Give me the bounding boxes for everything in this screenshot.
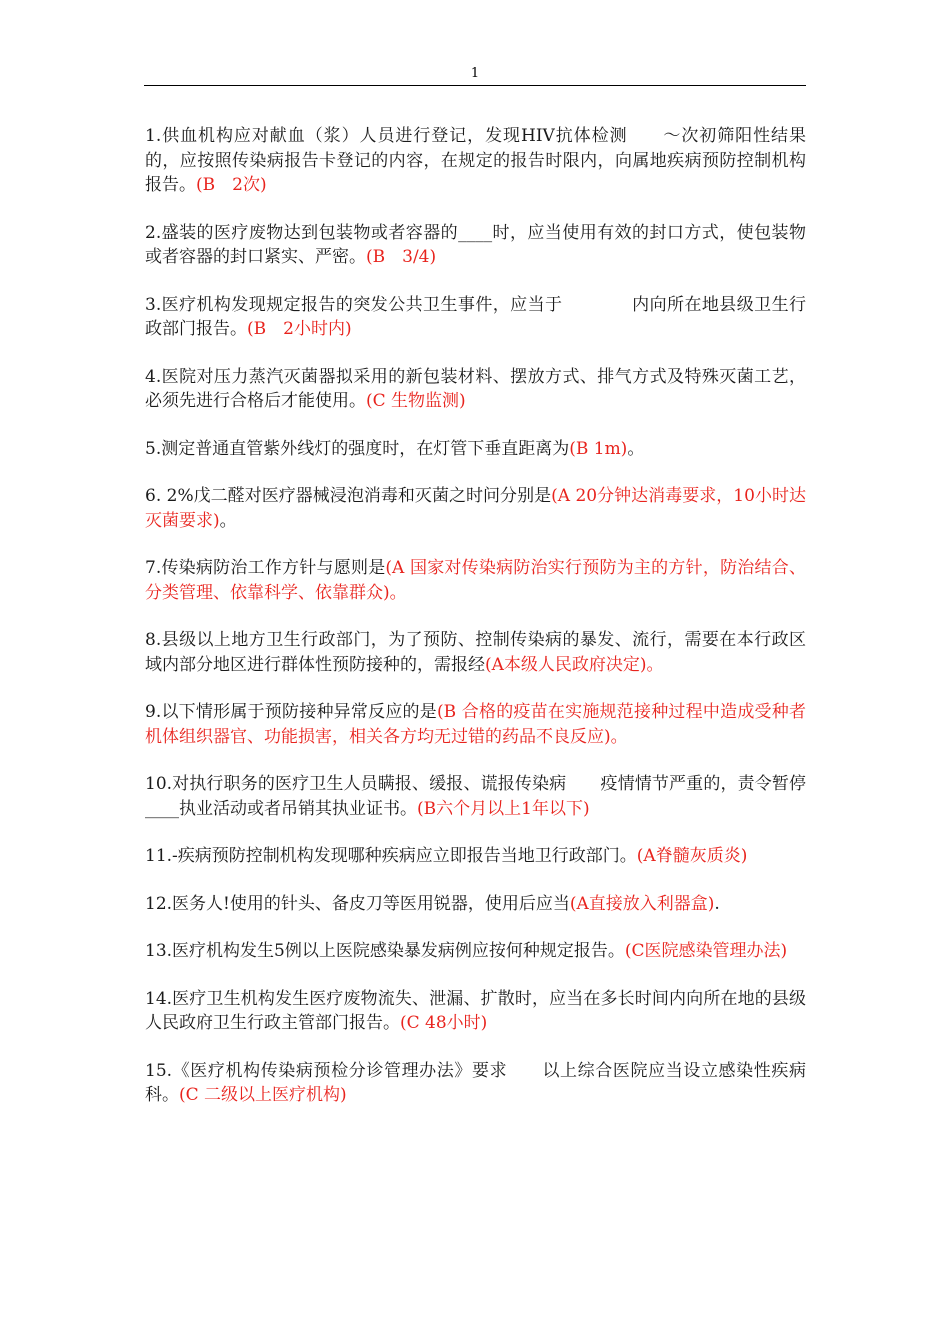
answer: (A脊髓灰质炎) [636, 846, 748, 866]
question-2 [145, 221, 806, 270]
answer: (A 20分钟达消毒要求，10小时达灭菌要求) [145, 486, 807, 531]
answer: (B六个月以上1年以下) [417, 798, 590, 819]
answer: (C 48小时) [400, 1013, 488, 1033]
answer: (C医院感染管理办法) [624, 941, 788, 961]
question-3 [145, 293, 806, 342]
question-4 [145, 365, 806, 414]
question-13 [145, 939, 806, 964]
question-text: 12.医务人!使用的针头、备皮刀等医用锐器，使用后应当 [145, 893, 570, 914]
question-list [145, 124, 806, 1131]
answer: (A直接放入利器盒) [569, 893, 715, 914]
question-10 [145, 772, 806, 821]
question-tail: . [714, 893, 720, 914]
answer: (A本级人民政府决定)。 [485, 654, 664, 675]
question-1 [145, 124, 806, 198]
header-rule [144, 85, 806, 86]
question-11 [145, 844, 806, 869]
question-text: 6. 2%戊二醛对医疗器械浸泡消毒和灭菌之时问分别是 [145, 486, 552, 506]
question-text: 8.县级以上地方卫生行政部门，为了预防、控制传染病的暴发、流行，需要在本行政区域内部分地区进行群体性预防接种的，需报经 [145, 630, 806, 675]
question-text: 14.医疗卫生机构发生医疗废物流失、泄漏、扩散时，应当在多长时间内向所在地的县级人民政府卫生行政主管部门报告。 [145, 988, 806, 1033]
question-8 [145, 628, 806, 677]
question-text: 11.-疾病预防控制机构发现哪种疾病应立即报告当地卫行政部门。 [145, 846, 637, 866]
question-text: 1.供血机构应对献血（浆）人员进行登记，发现HIV抗体检测 ～次初筛阳性结果的，应按照传染病报告卡登记的内容，在规定的报告时限内，向属地疾病预防控制机构报告。 [145, 126, 806, 195]
question-15 [145, 1059, 806, 1108]
question-text: 3.医疗机构发现规定报告的突发公共卫生事件，应当于 内向所在地县级卫生行政部门报告。 [145, 294, 806, 339]
page-number: 1 [470, 66, 480, 81]
question-text: 7.传染病防治工作方针与愿则是 [145, 558, 386, 578]
question-9 [145, 700, 806, 749]
answer: (B 3/4) [366, 247, 437, 267]
question-7 [145, 556, 806, 605]
question-text: 9.以下情形属于预防接种异常反应的是 [145, 702, 438, 722]
answer: (A 国家对传染病防治实行预防为主的方针，防治结合、分类管理、依靠科学、依靠群众)。 [145, 558, 806, 603]
question-tail: 。 [627, 438, 645, 459]
question-14 [145, 987, 806, 1036]
answer: (B 1m) [569, 438, 628, 459]
question-tail: 。 [219, 510, 237, 531]
answer: (B 2小时内) [247, 319, 352, 339]
question-text: 5.测定普通直管紫外线灯的强度时，在灯管下垂直距离为 [145, 438, 570, 459]
question-text: 13.医疗机构发生5例以上医院感染暴发病例应按何种规定报告。 [145, 941, 625, 961]
question-text: 10.对执行职务的医疗卫生人员瞒报、缓报、谎报传染病 疫情情节严重的，责令暂停____执业活动或者吊销其执业证书。 [145, 774, 806, 819]
question-text: 2.盛装的医疗废物达到包装物或者容器的____时，应当使用有效的封口方式，使包装物或者容器的封口紧实、严密。 [145, 222, 806, 267]
answer: (C 二级以上医疗机构) [179, 1085, 347, 1105]
question-12 [145, 892, 806, 917]
question-text: 4.医院对压力蒸汽灭菌器拟采用的新包装材料、摆放方式、排气方式及特殊灭菌工艺，必须先进行合格后才能使用。 [145, 366, 806, 411]
question-6 [145, 484, 806, 533]
answer: (B 合格的疫苗在实施规范接种过程中造成受种者机体组织器官、功能损害，相关各方均无过错的药品不良反应)。 [145, 702, 806, 747]
answer: (B 2次) [196, 175, 267, 195]
question-5 [145, 437, 806, 462]
question-text: 15.《医疗机构传染病预检分诊管理办法》要求 以上综合医院应当设立感染性疾病科。 [145, 1060, 806, 1105]
answer: (C 生物监测) [366, 391, 466, 411]
